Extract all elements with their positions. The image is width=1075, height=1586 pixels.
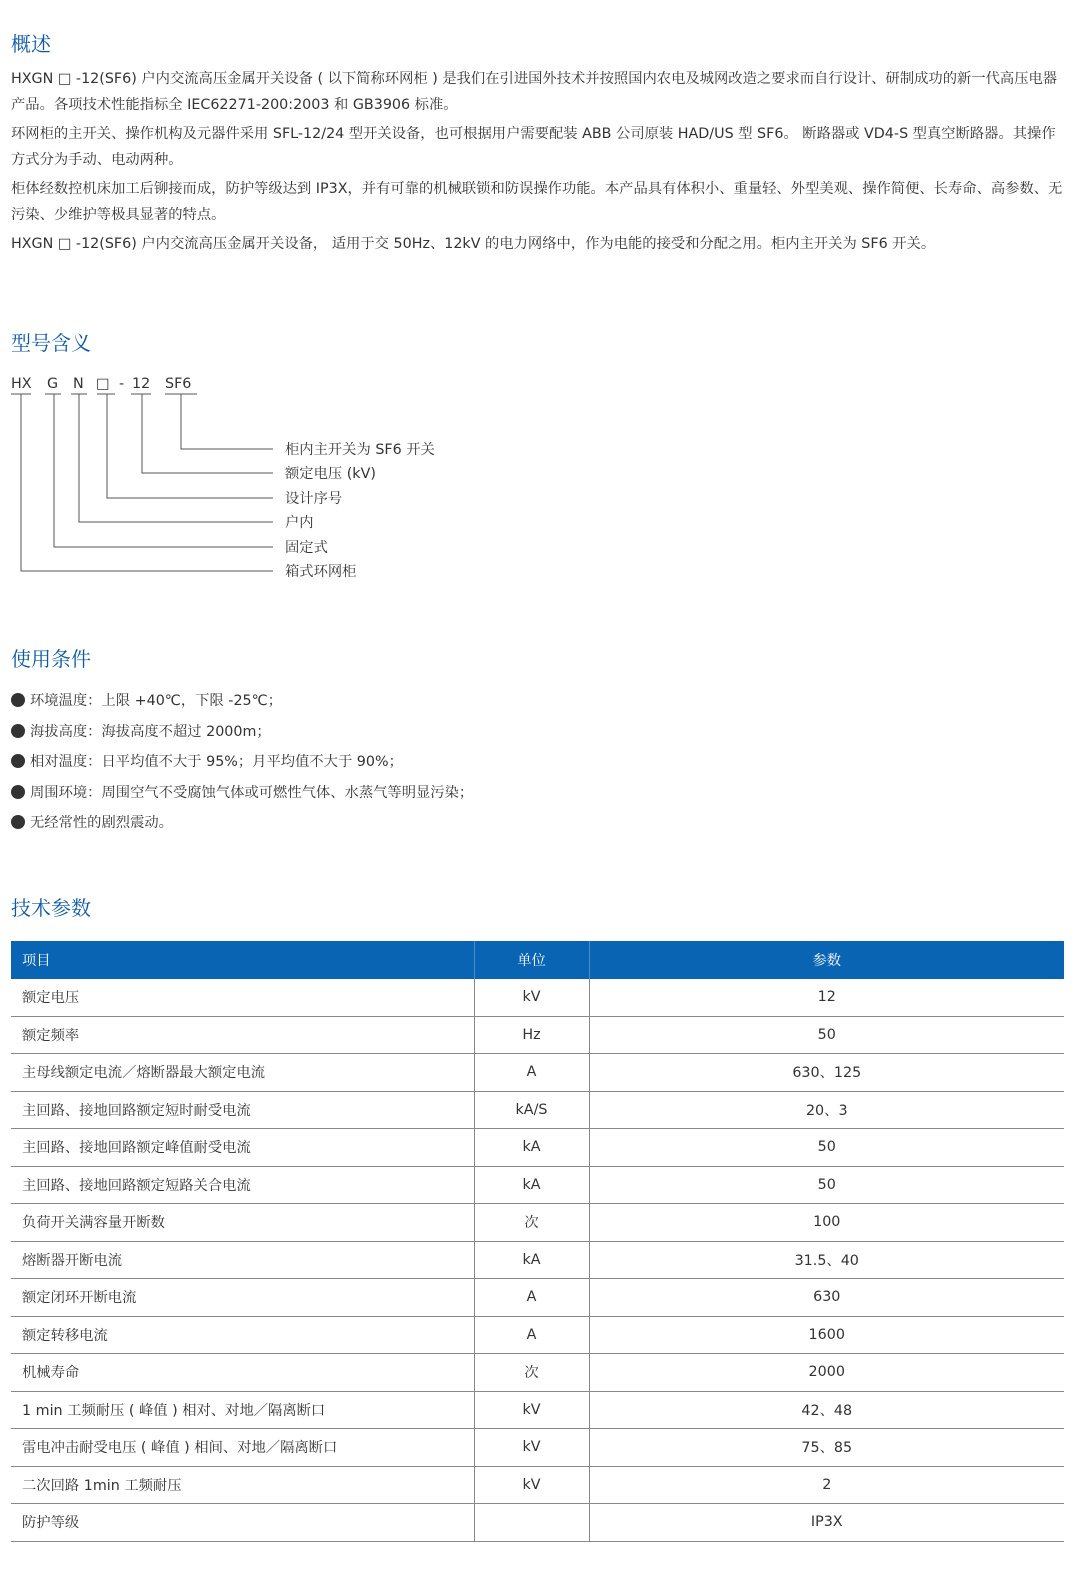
param-unit-cell: kV: [474, 1466, 589, 1504]
param-value-cell: 630: [589, 1279, 1064, 1317]
param-unit-cell: 次: [474, 1354, 589, 1392]
leader-line: [142, 394, 273, 473]
bullet-dot-icon: [11, 754, 25, 768]
table-row: [11, 1504, 1064, 1542]
condition-item: [11, 747, 473, 778]
param-name-cell: 二次回路 1min 工频耐压: [11, 1466, 474, 1504]
bullet-dot-icon: [11, 693, 25, 707]
param-unit-cell: Hz: [474, 1016, 589, 1054]
table-row: [11, 1316, 1064, 1354]
param-value-cell: 31.5、40: [589, 1241, 1064, 1279]
column-header: 单位: [474, 941, 589, 979]
condition-item: [11, 717, 473, 748]
param-unit-cell: kA/S: [474, 1091, 589, 1129]
model-meaning: 额定电压 (kV): [285, 466, 376, 482]
param-value-cell: 1600: [589, 1316, 1064, 1354]
leader-line: [181, 394, 273, 449]
condition-text: 相对温度：日平均值不大于 95%；月平均值不大于 90%；: [30, 754, 403, 770]
param-value-cell: 20、3: [589, 1091, 1064, 1129]
param-unit-cell: kV: [474, 1391, 589, 1429]
condition-text: 周围环境：周围空气不受腐蚀气体或可燃性气体、水蒸气等明显污染；: [30, 784, 474, 801]
leader-line: [54, 394, 273, 547]
condition-item: [11, 686, 473, 717]
param-value-cell: IP3X: [589, 1504, 1064, 1542]
model-code: N: [73, 376, 84, 392]
model-meaning: 设计序号: [285, 491, 343, 507]
table-row: [11, 1466, 1064, 1504]
model-meaning: 箱式环网柜: [285, 564, 357, 580]
overview-paragraph: 柜体经数控机床加工后铆接而成，防护等级达到 IP3X，并有可靠的机械联锁和防误操作功能。本产品具有体积小、重量轻、外型美观、操作简便、长寿命、高参数、无污染、少维护等极具显著的特点。: [11, 181, 1063, 223]
table-row: [11, 1354, 1064, 1392]
model-title: 型号含义: [11, 331, 91, 355]
table-row: [11, 1166, 1064, 1204]
param-name-cell: 额定转移电流: [11, 1316, 474, 1354]
bullet-dot-icon: [11, 815, 25, 829]
bullet-dot-icon: [11, 785, 25, 799]
param-value-cell: 100: [589, 1204, 1064, 1242]
param-value-cell: 630、125: [589, 1054, 1064, 1092]
model-designation-diagram: [0, 370, 480, 590]
param-value-cell: 2: [589, 1466, 1064, 1504]
table-row: [11, 1204, 1064, 1242]
table-row: [11, 1391, 1064, 1429]
model-meaning: 柜内主开关为 SF6 开关: [285, 442, 435, 458]
condition-text: 环境温度：上限 +40℃，下限 -25℃；: [30, 693, 282, 709]
model-code: SF6: [165, 376, 192, 392]
param-name-cell: 额定闭环开断电流: [11, 1279, 474, 1317]
param-name-cell: 额定电压: [11, 979, 474, 1016]
param-value-cell: 2000: [589, 1354, 1064, 1392]
condition-item: [11, 778, 473, 809]
param-unit-cell: kA: [474, 1241, 589, 1279]
param-unit-cell: kA: [474, 1129, 589, 1167]
overview-paragraph: HXGN □ -12(SF6) 户内交流高压金属开关设备 ( 以下简称环网柜 ) 是我们在引进国外技术并按照国内农电及城网改造之要求而自行设计、研制成功的新一代高压电器产品。各项技术性能指标全 IEC62271-200:2003 和 GB3906 标准。: [11, 71, 1058, 113]
table-row: [11, 1016, 1064, 1054]
model-code: 12: [132, 376, 151, 392]
param-unit-cell: A: [474, 1316, 589, 1354]
model-meaning: 固定式: [285, 540, 328, 556]
table-row: [11, 1054, 1064, 1092]
model-code: □: [96, 376, 110, 392]
param-unit-cell: [474, 1504, 589, 1542]
condition-text: 无经常性的剧烈震动。: [30, 815, 173, 831]
param-value-cell: 12: [589, 979, 1064, 1016]
param-name-cell: 雷电冲击耐受电压 ( 峰值 ) 相间、对地／隔离断口: [11, 1429, 474, 1467]
spec-table: [11, 941, 1064, 1542]
bullet-dot-icon: [11, 724, 25, 738]
conditions-list: [11, 686, 473, 839]
overview-paragraph: 环网柜的主开关、操作机构及元器件采用 SFL-12/24 型开关设备，也可根据用户需要配装 ABB 公司原装 HAD/US 型 SF6。 断路器或 VD4-S 型真空断路器。其操作方式分为手动、电动两种。: [11, 126, 1056, 168]
table-row: [11, 1279, 1064, 1317]
param-value-cell: 42、48: [589, 1391, 1064, 1429]
param-name-cell: 主回路、接地回路额定短路关合电流: [11, 1166, 474, 1204]
table-header-row: [11, 941, 1064, 979]
overview-title: 概述: [11, 32, 51, 56]
model-meaning: 户内: [285, 515, 314, 531]
param-unit-cell: A: [474, 1279, 589, 1317]
param-unit-cell: kV: [474, 1429, 589, 1467]
model-code: HX: [11, 376, 32, 392]
param-value-cell: 50: [589, 1129, 1064, 1167]
table-row: [11, 1091, 1064, 1129]
param-name-cell: 负荷开关满容量开断数: [11, 1204, 474, 1242]
leader-line: [79, 394, 273, 522]
param-unit-cell: kA: [474, 1166, 589, 1204]
condition-item: [11, 808, 473, 839]
param-name-cell: 主回路、接地回路额定峰值耐受电流: [11, 1129, 474, 1167]
param-name-cell: 额定频率: [11, 1016, 474, 1054]
param-name-cell: 机械寿命: [11, 1354, 474, 1392]
param-value-cell: 75、85: [589, 1429, 1064, 1467]
table-row: [11, 1241, 1064, 1279]
param-name-cell: 1 min 工频耐压 ( 峰值 ) 相对、对地／隔离断口: [11, 1391, 474, 1429]
model-code: -: [119, 376, 125, 392]
param-unit-cell: kV: [474, 979, 589, 1016]
param-name-cell: 防护等级: [11, 1504, 474, 1542]
table-row: [11, 1129, 1064, 1167]
param-unit-cell: A: [474, 1054, 589, 1092]
specs-title: 技术参数: [11, 896, 91, 920]
spec-table-body: [11, 979, 1064, 1541]
table-row: [11, 979, 1064, 1016]
param-unit-cell: 次: [474, 1204, 589, 1242]
column-header: 参数: [589, 941, 1064, 979]
model-code: G: [47, 376, 59, 392]
leader-line: [21, 394, 273, 571]
param-value-cell: 50: [589, 1016, 1064, 1054]
column-header: 项目: [11, 941, 474, 979]
conditions-title: 使用条件: [11, 647, 91, 671]
param-name-cell: 熔断器开断电流: [11, 1241, 474, 1279]
condition-text: 海拔高度：海拔高度不超过 2000m；: [30, 723, 271, 740]
overview-paragraph: HXGN □ -12(SF6) 户内交流高压金属开关设备， 适用于交 50Hz、12kV 的电力网络中，作为电能的接受和分配之用。柜内主开关为 SF6 开关。: [11, 236, 936, 252]
param-name-cell: 主回路、接地回路额定短时耐受电流: [11, 1091, 474, 1129]
table-row: [11, 1429, 1064, 1467]
leader-line: [107, 394, 273, 498]
param-name-cell: 主母线额定电流／熔断器最大额定电流: [11, 1054, 474, 1092]
param-value-cell: 50: [589, 1166, 1064, 1204]
